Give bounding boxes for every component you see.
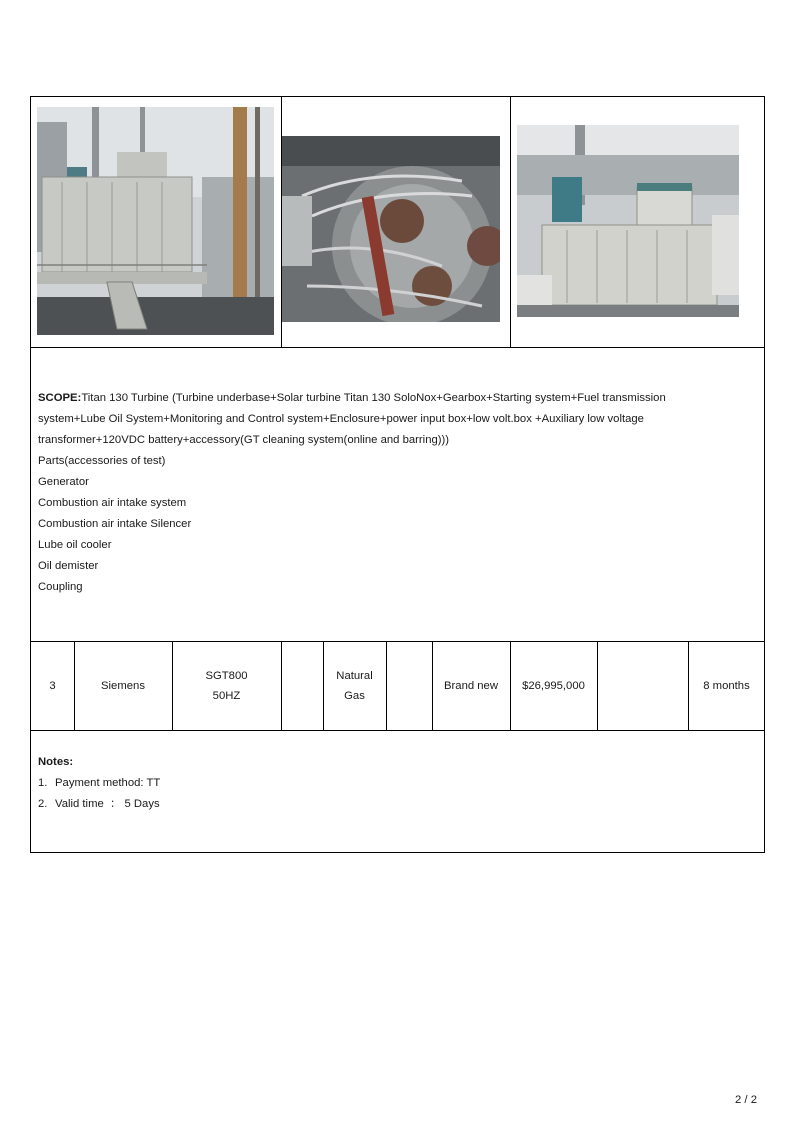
empty-cell: [281, 641, 323, 730]
condition-cell: Brand new: [443, 679, 498, 692]
scope-item: Oil demister: [38, 560, 99, 572]
row-divider: [31, 347, 764, 348]
scope-section: [38, 388, 728, 598]
empty-cell: [597, 641, 688, 730]
note-item: [38, 794, 160, 815]
empty-cell: [386, 641, 432, 730]
page-number: 2 / 2: [735, 1094, 757, 1106]
column-divider: [510, 97, 511, 347]
scope-item: Lube oil cooler: [38, 539, 112, 551]
scope-item: Parts(accessories of test): [38, 455, 166, 467]
delivery-cell: 8 months: [703, 679, 750, 692]
fuel-type-line1: Natural: [336, 669, 373, 682]
scope-item: Generator: [38, 476, 89, 488]
scope-paragraph: [38, 388, 728, 451]
quantity-cell: 3: [49, 679, 56, 692]
scope-item: Coupling: [38, 581, 83, 593]
scope-label: SCOPE:: [38, 392, 82, 404]
note-text: Valid time ： 5 Days: [55, 798, 160, 810]
scope-item: Combustion air intake Silencer: [38, 518, 192, 530]
row-divider: [31, 730, 764, 731]
fuel-cell: [323, 641, 386, 730]
price-cell: $26,995,000: [522, 679, 585, 692]
quotation-table: [30, 96, 765, 853]
scope-item: Combustion air intake system: [38, 497, 187, 509]
model-cell: [172, 641, 281, 730]
note-number: 1.: [38, 777, 48, 789]
note-text: Payment method: TT: [55, 777, 161, 789]
notes-section: [38, 752, 160, 815]
notes-title: Notes:: [38, 756, 74, 768]
fuel-type-line2: Gas: [344, 689, 365, 702]
combustor-photo: [282, 136, 500, 322]
model-name: SGT800: [205, 669, 248, 682]
turbine-package-photo: [517, 125, 739, 317]
scope-description: Titan 130 Turbine (Turbine underbase+Solar turbine Titan 130 SoloNox+Gearbox+Starting system+Fuel transmission system+Lube Oil System+Monitoring and Control system+Enclosure+power input box+low volt.box +Auxiliary low voltage transformer+120VDC battery+accessory(GT cleaning system(online and barring))): [38, 392, 666, 446]
note-item: [38, 773, 160, 794]
note-number: 2.: [38, 798, 48, 810]
turbine-enclosure-photo: [37, 107, 274, 335]
model-frequency: 50HZ: [212, 689, 241, 702]
brand-cell: Siemens: [101, 679, 145, 692]
